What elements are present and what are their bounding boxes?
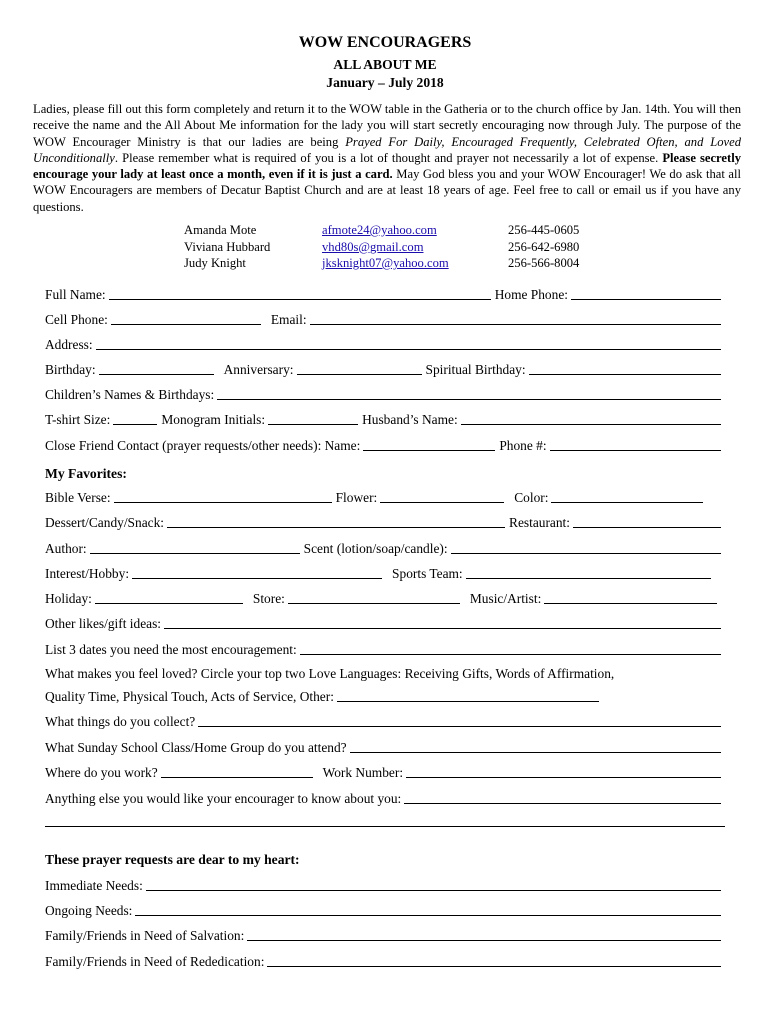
immediate-needs-field[interactable] <box>146 890 721 891</box>
home-phone-field[interactable] <box>571 299 721 300</box>
scent-field[interactable] <box>451 553 721 554</box>
collect-label: What things do you collect? <box>45 714 196 729</box>
rededication-label: Family/Friends in Need of Rededication: <box>45 954 265 969</box>
flower-field[interactable] <box>380 502 504 503</box>
intro-text-2: . Please remember what is required of you is a lot of thought and prayer not necessarily a lot of expense. <box>114 150 663 165</box>
contact-row <box>184 239 598 256</box>
form-title: WOW ENCOURAGERS <box>298 34 472 51</box>
monogram-field[interactable] <box>268 424 358 425</box>
interest-label: Interest/Hobby: <box>45 566 130 581</box>
contact-phone: 256-566-8004 <box>508 256 580 270</box>
other-likes-label: Other likes/gift ideas: <box>45 616 162 631</box>
children-field[interactable] <box>217 399 721 400</box>
intro-motto: Prayed For Daily, Encouraged Frequently, Celebrated Often, and Loved Unconditionally <box>33 134 741 165</box>
row-sunday-school <box>45 736 725 756</box>
intro-emphasis: Please secretly encourage your lady at least once a month, even if it is just a card. <box>33 150 741 182</box>
spiritual-birthday-label: Spiritual Birthday: <box>425 362 526 377</box>
immediate-needs-label: Immediate Needs: <box>45 878 143 893</box>
store-field[interactable] <box>288 603 460 604</box>
row-name <box>45 283 725 303</box>
rededication-field[interactable] <box>267 966 721 967</box>
music-label: Music/Artist: <box>469 591 542 606</box>
holiday-field[interactable] <box>95 603 243 604</box>
cell-phone-label: Cell Phone: <box>45 312 108 327</box>
anything-else-label: Anything else you would like your encourager to know about you: <box>45 791 402 806</box>
anniversary-label: Anniversary: <box>223 362 294 377</box>
row-close-friend <box>45 434 725 454</box>
dessert-label: Dessert/Candy/Snack: <box>45 515 165 530</box>
contact-email-link[interactable]: afmote24@yahoo.com <box>322 223 437 237</box>
row-favorites-1 <box>45 486 725 506</box>
salvation-field[interactable] <box>247 940 721 941</box>
intro-paragraph <box>33 101 741 215</box>
encourage-dates-label: List 3 dates you need the most encouragement: <box>45 642 297 657</box>
contact-email-link[interactable]: vhd80s@gmail.com <box>322 239 424 254</box>
sports-label: Sports Team: <box>392 566 463 581</box>
address-field[interactable] <box>96 349 721 350</box>
contact-row <box>184 222 598 239</box>
contact-row <box>184 255 598 272</box>
husband-field[interactable] <box>461 424 721 425</box>
contact-name: Amanda Mote <box>184 223 257 237</box>
author-field[interactable] <box>90 553 300 554</box>
contact-phone: 256-445-0605 <box>508 223 580 237</box>
row-tshirt <box>45 408 725 428</box>
row-other-likes <box>45 612 725 632</box>
row-dates <box>45 358 725 378</box>
contact-list <box>184 222 598 272</box>
row-immediate <box>45 874 725 894</box>
home-phone-label: Home Phone: <box>494 287 568 302</box>
friend-phone-field[interactable] <box>550 450 721 451</box>
love-languages-question: What makes you feel loved? Circle your top two Love Languages: Receiving Gifts, Words of Affirmation, <box>45 666 615 681</box>
holiday-label: Holiday: <box>45 591 92 606</box>
other-likes-field[interactable] <box>164 628 721 629</box>
interest-field[interactable] <box>132 578 382 579</box>
contact-email-link[interactable]: jksknight07@yahoo.com <box>322 256 449 270</box>
row-children <box>45 383 725 403</box>
address-label: Address: <box>45 337 93 352</box>
color-field[interactable] <box>551 502 703 503</box>
row-address <box>45 333 725 353</box>
row-favorites-5 <box>45 587 725 607</box>
work-number-label: Work Number: <box>322 765 404 780</box>
author-label: Author: <box>45 541 87 556</box>
birthday-field[interactable] <box>99 374 214 375</box>
row-encourage-dates <box>45 638 725 658</box>
scent-label: Scent (lotion/soap/candle): <box>303 541 448 556</box>
cell-phone-field[interactable] <box>111 324 261 325</box>
row-collect <box>45 710 725 730</box>
contact-phone: 256-642-6980 <box>508 239 580 254</box>
full-name-field[interactable] <box>109 299 491 300</box>
anything-else-extra-line[interactable] <box>45 826 725 827</box>
tshirt-field[interactable] <box>113 424 157 425</box>
love-languages-other-label: Quality Time, Physical Touch, Acts of Service, Other: <box>45 689 334 704</box>
ongoing-needs-label: Ongoing Needs: <box>45 903 133 918</box>
spiritual-birthday-field[interactable] <box>529 374 721 375</box>
favorites-heading: My Favorites: <box>45 466 127 481</box>
email-field[interactable] <box>310 324 721 325</box>
row-work <box>45 761 725 781</box>
row-favorites-3 <box>45 537 725 557</box>
collect-field[interactable] <box>198 726 721 727</box>
contact-name: Viviana Hubbard <box>184 239 271 254</box>
dessert-field[interactable] <box>167 527 505 528</box>
intro-text-3: May God bless you and your WOW Encourager! We do ask that all WOW Encouragers are members of Decatur Baptist Church and are at least 18 years of age. Feel free to call or email us if you have any questions. <box>33 167 741 214</box>
work-number-field[interactable] <box>406 777 721 778</box>
birthday-label: Birthday: <box>45 362 96 377</box>
row-anything-else <box>45 787 725 807</box>
anniversary-field[interactable] <box>297 374 422 375</box>
color-label: Color: <box>514 490 549 505</box>
prayer-heading: These prayer requests are dear to my heart: <box>45 852 300 867</box>
row-favorites-2 <box>45 511 725 531</box>
close-friend-label: Close Friend Contact (prayer requests/other needs): Name: <box>45 438 361 453</box>
row-love-languages <box>45 685 725 705</box>
bible-verse-label: Bible Verse: <box>45 490 111 505</box>
close-friend-field[interactable] <box>363 450 495 451</box>
children-label: Children’s Names & Birthdays: <box>45 387 215 402</box>
contact-name: Judy Knight <box>184 256 246 270</box>
sports-field[interactable] <box>466 578 711 579</box>
intro-text-1: Ladies, please fill out this form completely and return it to the WOW table in the Gatheria or to the church office by Jan. 14th. You will then receive the name and the All About Me information for the lady you will start secretly encouraging now through July. The purpose of the WOW Encourager Ministry is that our ladies are being <box>33 102 741 149</box>
tshirt-label: T-shirt Size: <box>45 412 111 427</box>
row-salvation <box>45 924 725 944</box>
store-label: Store: <box>252 591 285 606</box>
music-field[interactable] <box>544 603 717 604</box>
bible-verse-field[interactable] <box>114 502 332 503</box>
row-ongoing <box>45 899 725 919</box>
flower-label: Flower: <box>335 490 378 505</box>
form-subtitle: ALL ABOUT ME <box>333 57 437 72</box>
friend-phone-label: Phone #: <box>499 438 547 453</box>
salvation-label: Family/Friends in Need of Salvation: <box>45 928 245 943</box>
work-field[interactable] <box>161 777 313 778</box>
full-name-label: Full Name: <box>45 287 106 302</box>
row-contact <box>45 308 725 328</box>
email-label: Email: <box>270 312 307 327</box>
sunday-school-field[interactable] <box>350 752 721 753</box>
restaurant-field[interactable] <box>573 527 721 528</box>
restaurant-label: Restaurant: <box>509 515 570 530</box>
monogram-label: Monogram Initials: <box>161 412 266 427</box>
sunday-school-label: What Sunday School Class/Home Group do you attend? <box>45 740 347 755</box>
row-favorites-4 <box>45 562 725 582</box>
ongoing-needs-field[interactable] <box>135 915 721 916</box>
anything-else-field[interactable] <box>404 803 721 804</box>
form-period: January – July 2018 <box>326 75 444 90</box>
husband-label: Husband’s Name: <box>362 412 458 427</box>
encourage-dates-field[interactable] <box>300 654 721 655</box>
work-label: Where do you work? <box>45 765 158 780</box>
row-rededication <box>45 950 725 970</box>
love-languages-other-field[interactable] <box>337 701 599 702</box>
